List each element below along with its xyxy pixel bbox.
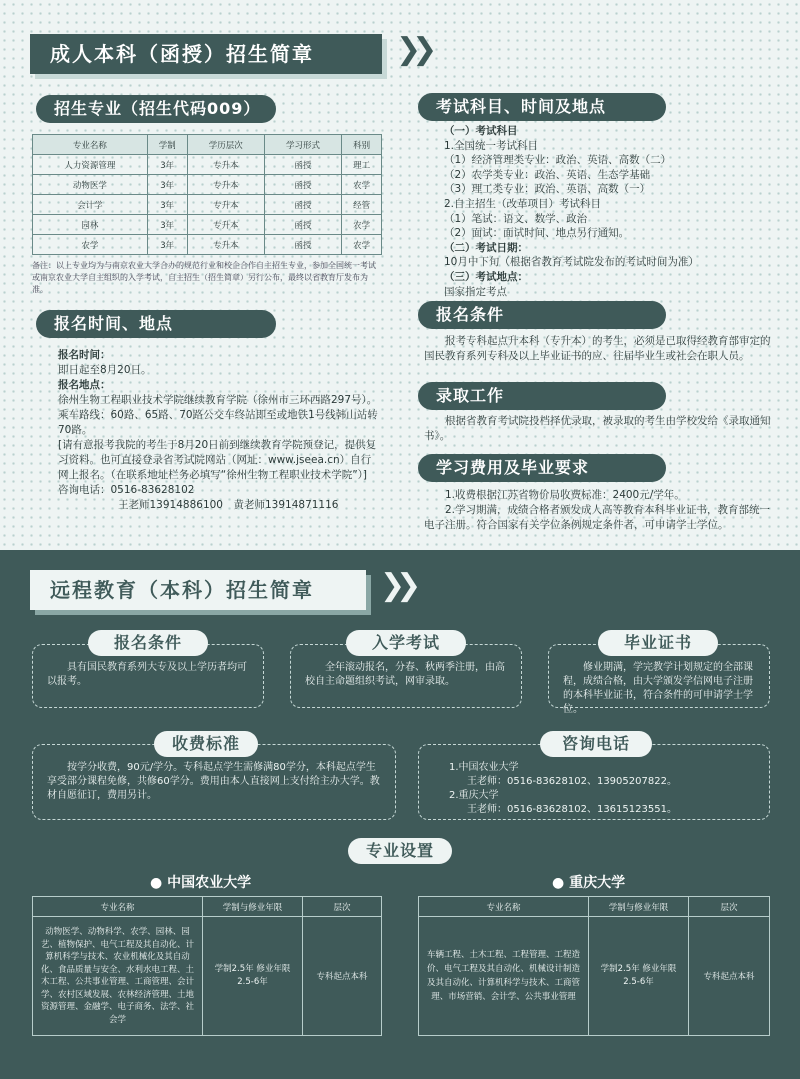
- table-header: 科别: [342, 135, 382, 155]
- table-cell: 3年: [147, 155, 187, 175]
- exam-line: （1）经济管理类专业：政治、英语、高数（二）: [444, 154, 672, 167]
- exam-line: 2.自主招生（改革项目）考试科目: [444, 197, 602, 210]
- table-cell: 农学: [342, 175, 382, 195]
- table-header: 专业名称: [33, 897, 203, 917]
- chevron-right-icon: ❯❯: [380, 568, 413, 603]
- table-cell: 函授: [264, 175, 341, 195]
- contact-line: 1.中国农业大学: [449, 762, 519, 773]
- level-cell: 专科起点本科: [303, 917, 382, 1036]
- table-cell: 动物医学: [33, 175, 148, 195]
- fee-info: [424, 488, 774, 533]
- table-cell: 农学: [33, 235, 148, 255]
- duration-cell: 学制2.5年 修业年限2.5-6年: [589, 917, 689, 1036]
- university-1-name: 中国农业大学: [167, 875, 252, 891]
- exam-line: （2）农学类专业：政治、英语、生态学基础: [444, 168, 651, 181]
- exam-section-header: 考试科目、时间及地点: [418, 93, 666, 121]
- reg-phone: 咨询电话：0516-83628102: [58, 484, 195, 496]
- bullet-icon: ●: [552, 875, 565, 891]
- table-cell: 专升本: [187, 175, 264, 195]
- condition-section-header: 报名条件: [418, 301, 666, 329]
- table-row: [33, 235, 382, 255]
- table-cell: 3年: [147, 175, 187, 195]
- table-cell: 函授: [264, 235, 341, 255]
- reg-place-label: 报名地点：: [58, 379, 111, 391]
- registration-info: [58, 348, 378, 513]
- university-2-title: [552, 872, 625, 892]
- exam-line: （2）面试：面试时间、地点另行通知。: [444, 227, 630, 240]
- majors-cell: 动物医学、动物科学、农学、园林、园艺、植物保护、电气工程及其自动化、计算机科学与技术、农业机械化及其自动化、食品质量与安全、水利水电工程、土木工程、公共事业管理、工商管理、会计学、农村区域发展、农林经济管理、土地资源管理、金融学、电子商务、法学、社会学: [33, 917, 203, 1036]
- adult-main-title: 成人本科（函授）招生简章: [30, 34, 382, 74]
- table-cell: 函授: [264, 195, 341, 215]
- table-cell: 专升本: [187, 155, 264, 175]
- level-cell: 专科起点本科: [689, 917, 770, 1036]
- table-row: [33, 917, 382, 1036]
- remote-condition-header: 报名条件: [88, 630, 208, 656]
- table-cell: 专升本: [187, 195, 264, 215]
- exam-line: （三）考试地点：: [444, 270, 528, 283]
- table-row: [419, 917, 770, 1036]
- reg-time-value: 即日起至8月20日。: [58, 364, 152, 376]
- remote-major-header: 专业设置: [348, 838, 452, 864]
- exam-info: [444, 124, 774, 299]
- university-1-table: [32, 896, 382, 1036]
- table-cell: 园林: [33, 215, 148, 235]
- remote-condition-box: 具有国民教育系列大专及以上学历者均可以报考。: [32, 644, 264, 708]
- majors-cell: 车辆工程、土木工程、工程管理、工程造价、电气工程及其自动化、机械设计制造及其自动化、计算机科学与技术、工商管理、市场营销、会计学、公共事业管理: [419, 917, 589, 1036]
- table-row: [33, 175, 382, 195]
- table-cell: 函授: [264, 215, 341, 235]
- reg-note: [请有意报考我院的考生于8月20日前到继续教育学院预登记，提供复习资料。也可直接登录省考试院网站（网址：www.jseea.cn）自行网上报名。（在联系地址栏务必填写“徐州生物工程职业技术学院”）]: [58, 439, 377, 481]
- table-row: [33, 195, 382, 215]
- major-table: [32, 134, 382, 255]
- exam-line: 国家指定考点: [444, 285, 507, 298]
- remote-fee-header: 收费标准: [154, 731, 258, 757]
- contact-line: 王老师：0516-83628102、13905207822。: [467, 776, 677, 787]
- remote-exam-box: 全年滚动报名，分春、秋两季注册，由高校自主命题组织考试，网审录取。: [290, 644, 522, 708]
- reg-time-label: 报名时间：: [58, 349, 111, 361]
- chevron-right-icon: ❯❯: [396, 32, 429, 67]
- table-cell: 会计学: [33, 195, 148, 215]
- table-header: 层次: [689, 897, 770, 917]
- contact-line: 2.重庆大学: [449, 790, 499, 801]
- table-header: 学习形式: [264, 135, 341, 155]
- exam-line: 1.全国统一考试科目: [444, 139, 539, 152]
- university-1-title: [150, 872, 251, 892]
- fee-line: 2.学习期满，成绩合格者颁发成人高等教育本科毕业证书，教育部统一电子注册。符合国家有关学位条例规定条件者，可申请学士学位。: [424, 504, 771, 531]
- exam-line: （1）笔试：语文、数学、政治: [444, 212, 588, 225]
- table-cell: 专升本: [187, 215, 264, 235]
- fee-section-header: 学习费用及毕业要求: [418, 454, 666, 482]
- table-cell: 经管: [342, 195, 382, 215]
- table-row: [33, 215, 382, 235]
- major-section-header: 招生专业（招生代码009）: [36, 95, 276, 123]
- table-header: 学制: [147, 135, 187, 155]
- fee-line: 1.收费根据江苏省物价局收费标准：2400元/学年。: [445, 489, 685, 501]
- admission-section-header: 录取工作: [418, 382, 666, 410]
- table-cell: 农学: [342, 235, 382, 255]
- reg-place-value: 徐州生物工程职业技术学院继续教育学院（徐州市三环西路297号）。乘车路线：60路、65路、70路公交车终站即至或地铁1号线韩山站转70路。: [58, 394, 378, 436]
- university-2-table: [418, 896, 770, 1036]
- remote-contact-header: 咨询电话: [540, 731, 652, 757]
- table-header: 学历层次: [187, 135, 264, 155]
- bullet-icon: ●: [150, 875, 163, 891]
- table-header: 层次: [303, 897, 382, 917]
- table-note: 备注：以上专业均为与南京农业大学合办的规范行业和校企合作自主招生专业，参加全国统一考试或南京农业大学自主组织的入学考试，自主招生（招生简章）另行公布，最终以省教育厅发布为准。: [32, 261, 376, 294]
- condition-text: 报考专科起点升本科（专升本）的考生，必须是已取得经教育部审定的国民教育系列专科及以上毕业证书的应、往届毕业生或社会在职人员。: [424, 335, 771, 362]
- registration-section-header: 报名时间、地点: [36, 310, 276, 338]
- table-cell: 人力资源管理: [33, 155, 148, 175]
- university-2-name: 重庆大学: [569, 875, 626, 891]
- table-header: 学制与修业年限: [589, 897, 689, 917]
- remote-certificate-box: 修业期满，学完教学计划规定的全部课程，成绩合格，由大学颁发学信网电子注册的本科毕业证书，符合条件的可申请学士学位。: [548, 644, 770, 708]
- remote-fee-box: 按学分收费，90元/学分。专科起点学生需修满80学分，本科起点学生享受部分课程免修，共修60学分。费用由本人直接网上支付给主办大学。教材自愿征订，费用另计。: [32, 744, 396, 820]
- table-header: 专业名称: [33, 135, 148, 155]
- table-cell: 农学: [342, 215, 382, 235]
- admission-text: 根据省教育考试院投档择优录取，被录取的考生由学校发给《录取通知书》。: [424, 415, 771, 442]
- exam-line: （二）考试日期：: [444, 241, 528, 254]
- exam-line: 10月中下旬（根据省教育考试院发布的考试时间为准）: [444, 256, 699, 269]
- table-header: 专业名称: [419, 897, 589, 917]
- table-cell: 函授: [264, 155, 341, 175]
- remote-certificate-header: 毕业证书: [598, 630, 718, 656]
- table-header: 学制与修业年限: [203, 897, 303, 917]
- duration-cell: 学制2.5年 修业年限2.5-6年: [203, 917, 303, 1036]
- table-cell: 理工: [342, 155, 382, 175]
- remote-main-title: 远程教育（本科）招生简章: [30, 570, 366, 610]
- exam-line: （3）理工类专业：政治、英语、高数（一）: [444, 183, 651, 196]
- contact-line: 王老师：0516-83628102、13615123551。: [467, 804, 677, 815]
- table-cell: 3年: [147, 215, 187, 235]
- exam-line: （一）考试科目: [444, 125, 518, 137]
- table-cell: 3年: [147, 195, 187, 215]
- table-row: [33, 155, 382, 175]
- table-cell: 3年: [147, 235, 187, 255]
- remote-exam-header: 入学考试: [346, 630, 466, 656]
- table-cell: 专升本: [187, 235, 264, 255]
- reg-teachers: 王老师13914886100 黄老师13914871116: [118, 499, 339, 511]
